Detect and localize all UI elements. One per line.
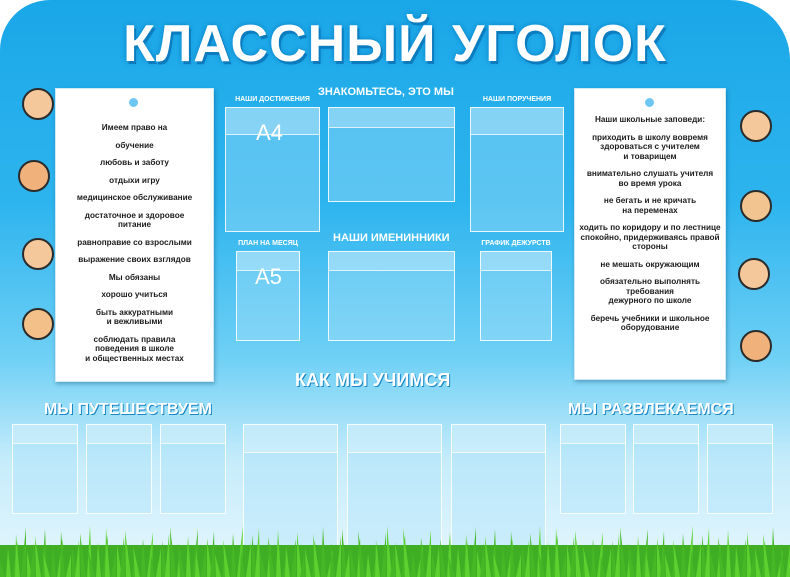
rules-sheet-line: не бегать и не кричать (603, 196, 697, 205)
format-a5-label: А5 (255, 264, 282, 289)
rules-sheet-line: на переменах (622, 205, 678, 215)
fun-label: МЫ РАЗВЛЕКАЕМСЯ (568, 401, 734, 418)
rights-sheet-line: и вежливыми (106, 317, 163, 326)
rights-sheet-line: любовь и заботу (100, 158, 169, 167)
pocket-birthdays (328, 251, 455, 341)
rights-sheet-line: отдыхи игру (109, 175, 160, 185)
pocket-duty-schedule (480, 251, 552, 341)
rules-sheet-line: ходить по коридору и по лестнице (579, 223, 721, 232)
cartoon-kid-icon (740, 330, 772, 362)
pocket-fun-3 (707, 424, 773, 514)
pocket-meet-us (328, 107, 455, 202)
rules-sheet-line: внимательно слушать учителя (586, 169, 714, 178)
cartoon-kid-icon (740, 190, 772, 222)
month-plan-label: ПЛАН НА МЕСЯЦ (238, 240, 298, 247)
rights-sheet-line: Мы обязаны (108, 272, 161, 282)
rights-sheet-line: быть аккуратными (95, 307, 174, 317)
how-we-study-label: КАК МЫ УЧИМСЯ (295, 370, 451, 390)
rights-sheet-line: соблюдать правила (93, 334, 176, 344)
pin-icon (644, 97, 655, 108)
rules-sheet-line: Наши школьные заповеди: (594, 115, 706, 124)
rules-sheet-line: требования (626, 286, 674, 296)
rights-sheet-line: хорошо учиться (101, 290, 168, 299)
school-rules-sheet (574, 88, 726, 380)
travel-label: МЫ ПУТЕШЕСТВУЕМ (44, 401, 212, 418)
rules-sheet-line: и товарищем (623, 151, 677, 161)
pocket-fun-2 (633, 424, 699, 514)
pocket-fun-1 (560, 424, 626, 514)
rights-sheet-line: Имеем право на (101, 123, 168, 132)
assignments-label: НАШИ ПОРУЧЕНИЯ (482, 96, 552, 103)
rights-sheet-line: равноправие со взрослыми (77, 237, 192, 247)
grass-decoration (0, 505, 790, 577)
pocket-travel-1 (12, 424, 78, 514)
rights-sheet-line: питание (117, 220, 152, 229)
rules-sheet-line: спокойно, придерживаясь правой (580, 232, 720, 242)
rules-sheet-line: дежурного по школе (608, 296, 692, 305)
rules-sheet-line: здороваться с учителем (600, 142, 700, 151)
cartoon-kid-icon (22, 88, 54, 120)
format-a4-label: А4 (256, 120, 283, 145)
rights-sheet-line: достаточное и здоровое (84, 210, 185, 220)
birthdays-label: НАШИ ИМЕНИННИКИ (333, 232, 450, 244)
cartoon-kid-icon (18, 160, 50, 192)
rules-sheet-line: приходить в школу вовремя (592, 132, 708, 142)
rights-sheet-line: поведения в школе (95, 344, 174, 353)
board-title: КЛАССНЫЙ УГОЛОК (123, 15, 667, 73)
rules-sheet-line: во время урока (618, 178, 682, 188)
cartoon-kid-icon (740, 110, 772, 142)
rights-sheet-line: обучение (115, 140, 154, 150)
rules-sheet-line: обязательно выполнять (600, 277, 700, 286)
pocket-travel-2 (86, 424, 152, 514)
rules-sheet-line: стороны (632, 242, 668, 251)
pin-icon (128, 97, 139, 108)
rights-duties-sheet (55, 88, 214, 382)
rights-sheet-line: выражение своих взглядов (78, 255, 191, 264)
rights-sheet-line: и общественных местах (85, 353, 184, 363)
cartoon-kid-icon (22, 238, 54, 270)
cartoon-kid-icon (22, 308, 54, 340)
pocket-travel-3 (160, 424, 226, 514)
duty-schedule-label: ГРАФИК ДЕЖУРСТВ (481, 240, 551, 247)
rules-sheet-line: не мешать окружающим (600, 259, 700, 269)
meet-us-label: ЗНАКОМЬТЕСЬ, ЭТО МЫ (318, 86, 454, 98)
pocket-month-plan-a5 (236, 251, 300, 341)
cartoon-kid-icon (738, 258, 770, 290)
rules-sheet-line: оборудование (620, 323, 680, 332)
rules-sheet-line: беречь учебники и школьное (590, 313, 710, 323)
pocket-achievements-a4 (225, 107, 320, 232)
pocket-assignments (470, 107, 564, 232)
achievements-label: НАШИ ДОСТИЖЕНИЯ (235, 96, 310, 103)
rights-sheet-line: медицинское обслуживание (76, 193, 193, 202)
